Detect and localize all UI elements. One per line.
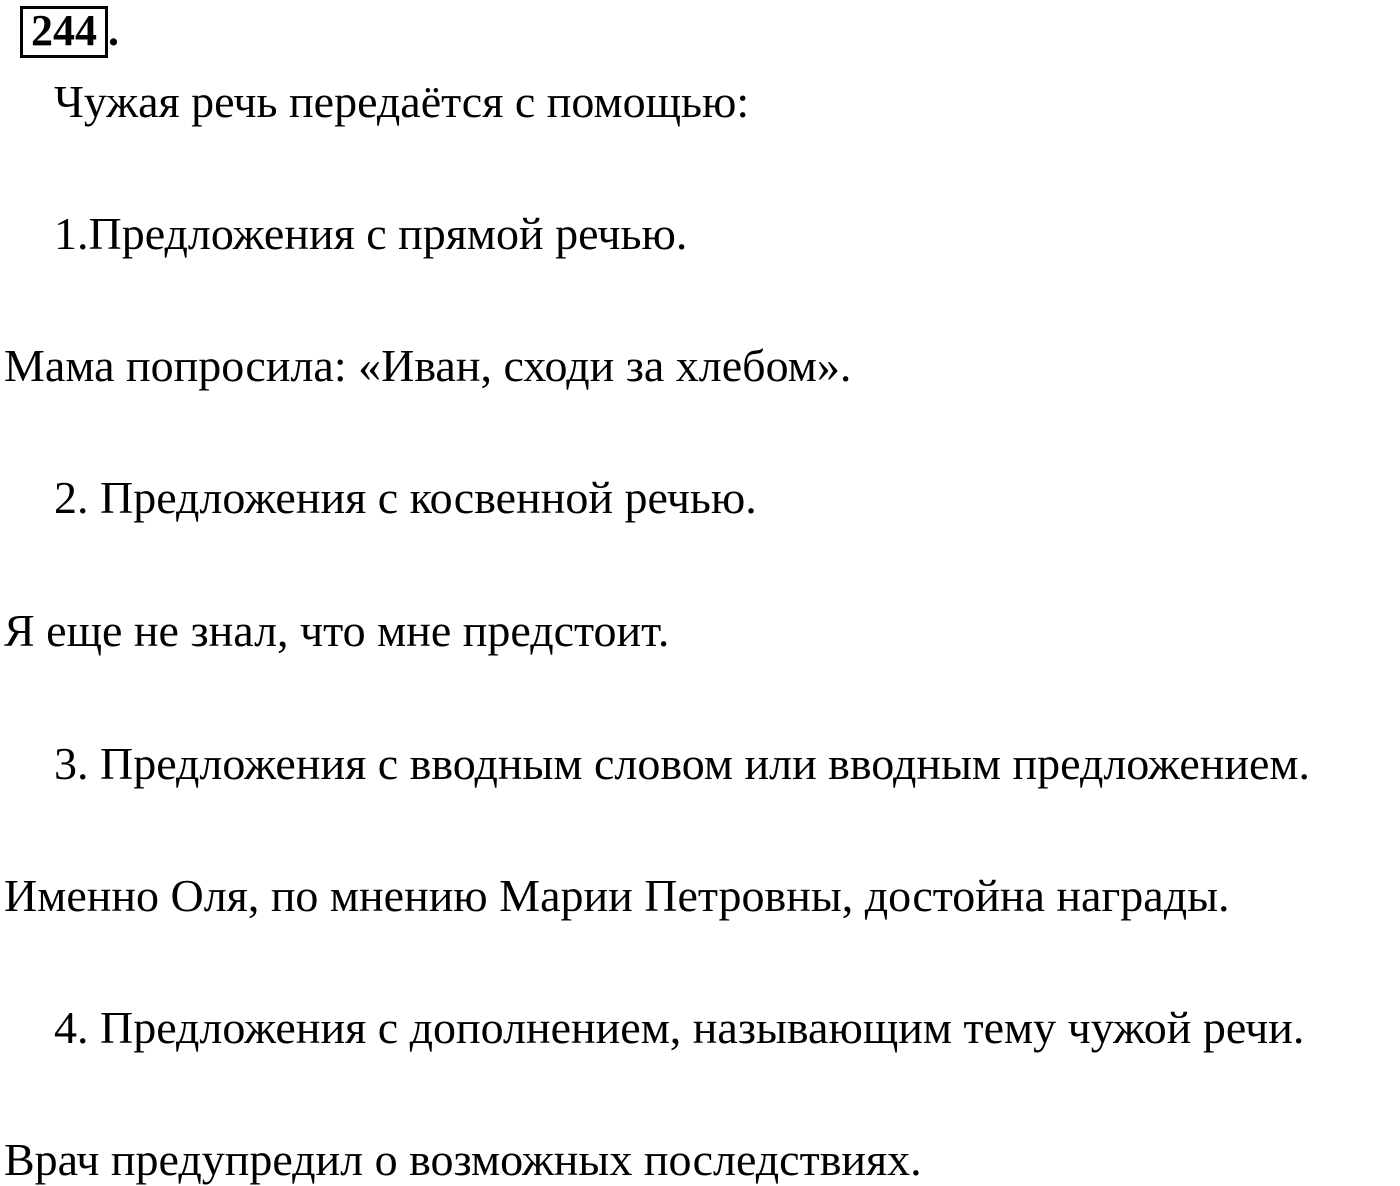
item-2-example: Я еще не знал, что мне предстоит. bbox=[4, 605, 670, 656]
intro-text: Чужая речь передаётся с помощью: bbox=[54, 76, 750, 127]
item-2-heading: 2. Предложения с косвенной речью. bbox=[54, 472, 757, 523]
item-1-heading: 1.Предложения с прямой речью. bbox=[54, 208, 688, 259]
item-1-example: Мама попросила: «Иван, сходи за хлебом». bbox=[4, 340, 852, 391]
exercise-number-suffix: . bbox=[108, 6, 119, 55]
item-4-example: Врач предупредил о возможных последствиях. bbox=[4, 1134, 922, 1185]
item-3-heading: 3. Предложения с вводным словом или вводным предложением. bbox=[54, 738, 1311, 789]
item-3-example: Именно Оля, по мнению Марии Петровны, достойна награды. bbox=[4, 870, 1230, 921]
item-4-heading: 4. Предложения с дополнением, называющим тему чужой речи. bbox=[54, 1002, 1305, 1053]
exercise-number bbox=[20, 6, 119, 58]
exercise-number-box: 244 bbox=[20, 6, 108, 58]
